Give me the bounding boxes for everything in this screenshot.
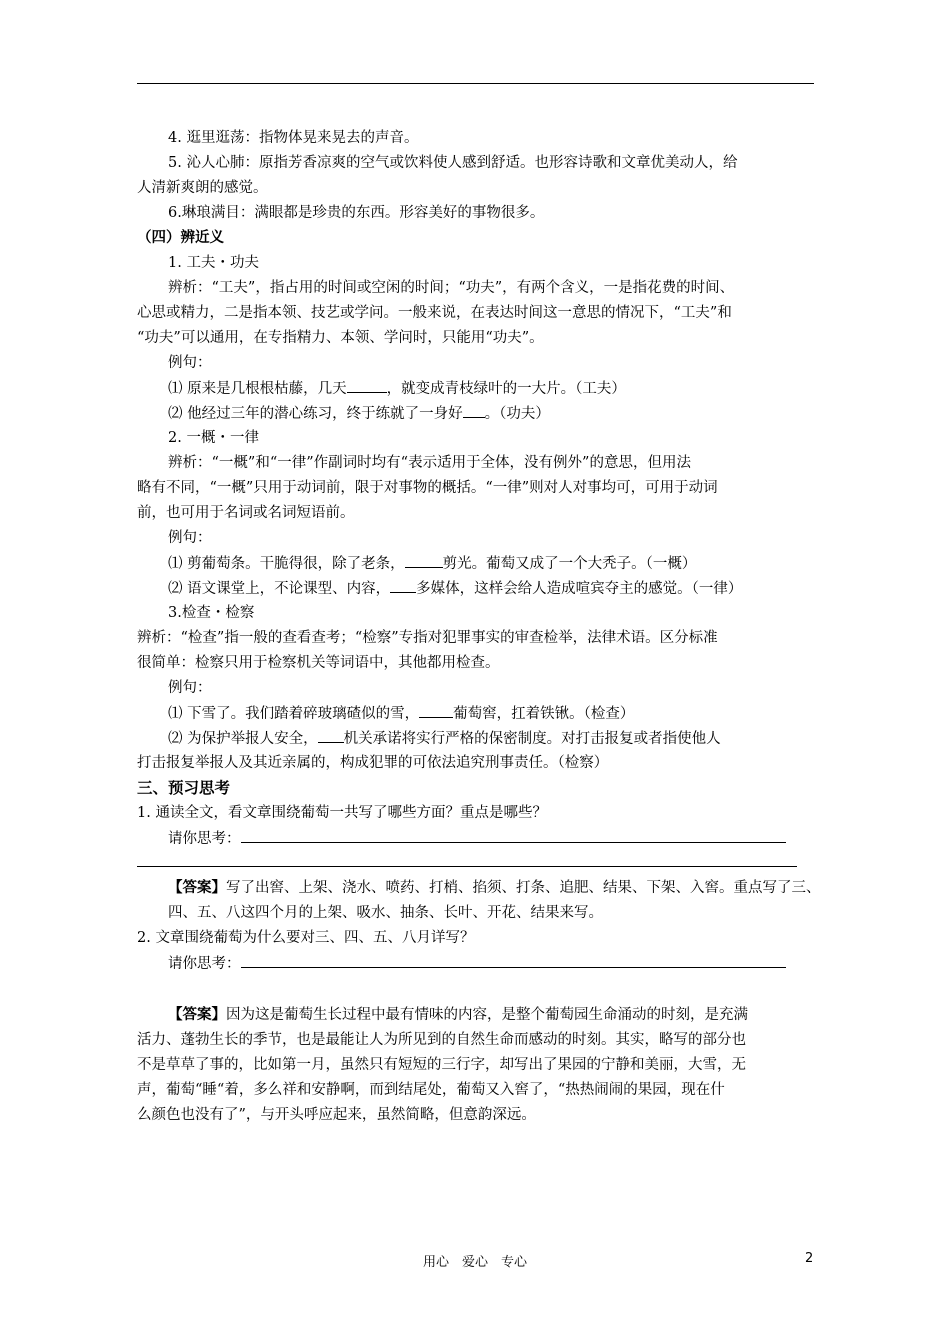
group3-analysis-line1: 辨析：“检查”指一般的查看查考；“检察”专指对犯罪事实的审查检举，法律术语。区分标准: [137, 630, 718, 646]
group1-example-2: ⑵ 他经过三年的潜心练习，终于练就了一身好 。（功夫）: [168, 403, 848, 424]
group3-title: 3.检查・检察: [168, 605, 255, 621]
group2-example-1: ⑴ 剪葡萄条。干脆得很，除了老条， 剪光。葡萄又成了一个大秃子。（一概）: [168, 553, 848, 574]
question-1: 1. 通读全文，看文章围绕葡萄一共写了哪些方面？重点是哪些？: [137, 805, 547, 821]
answer-line: [241, 953, 786, 968]
answer-2-line1: 【答案】因为这是葡萄生长过程中最有情味的内容，是整个葡萄园生命涌动的时刻，是充满: [168, 1006, 748, 1023]
group1-analysis-line3: “功夫”可以通用，在专指精力、本领、学问时，只能用“功夫”。: [137, 330, 544, 346]
answer-2-line4: 声，葡萄“睡“着，多么祥和安静啊，而到结尾处，葡萄又入窖了，“热热闹闹的果园，现在什: [137, 1082, 725, 1098]
vocab-item-4: 4. 逛里逛荡：指物体晃来晃去的声音。: [168, 130, 419, 146]
group3-example-label: 例句：: [168, 680, 212, 696]
question-2: 2. 文章围绕葡萄为什么要对三、四、五、八月详写？: [137, 930, 475, 946]
vocab-item-5-line2: 人清新爽朗的感觉。: [137, 180, 268, 196]
answer-2-line3: 不是草草了事的，比如第一月，虽然只有短短的三行字，却写出了果园的宁静和美丽，大雪，无: [137, 1057, 746, 1073]
answer-2-line2: 活力、蓬勃生长的季节，也是最能让人为所见到的自然生命而感动的时刻。其实，略写的部分也: [137, 1032, 746, 1048]
vocab-item-5-line1: 5. 沁人心肺：原指芳香凉爽的空气或饮料使人感到舒适。也形容诗歌和文章优美动人，给: [168, 155, 738, 171]
fill-blank: [318, 728, 344, 743]
group2-analysis-line3: 前，也可用于名词或名词短语前。: [137, 505, 355, 521]
group3-analysis-line2: 很简单：检察只用于检察机关等词语中，其他都用检查。: [137, 655, 500, 671]
fill-blank: [347, 378, 387, 393]
header-rule: [137, 83, 814, 84]
fill-blank: [463, 403, 485, 418]
section-heading-preview: 三、预习思考: [137, 779, 231, 797]
group1-analysis-line2: 心思或精力，二是指本领、技艺或学问。一般来说，在表达时间这一意思的情况下，“工夫”和: [137, 305, 732, 321]
group1-analysis-line1: 辨析：“工夫”，指占用的时间或空闲的时间；“功夫”，有两个含义，一是指花费的时间、: [168, 280, 735, 296]
answer-rule: [137, 866, 797, 867]
think-prompt-1: 请你思考：: [168, 828, 848, 849]
answer-1-line2: 四、五、八这四个月的上架、吸水、抽条、长叶、开花、结果来写。: [168, 905, 603, 921]
fill-blank: [390, 578, 416, 593]
footer-motto: 用心 爱心 专心: [422, 1255, 527, 1270]
answer-line: [241, 828, 786, 843]
group2-title: 2. 一概・一律: [168, 430, 259, 446]
group1-title: 1. 工夫・功夫: [168, 255, 259, 271]
group2-example-label: 例句：: [168, 530, 212, 546]
group1-example-1: ⑴ 原来是几根根枯藤，几天 ，就变成青枝绿叶的一大片。（工夫）: [168, 378, 848, 399]
group2-example-2: ⑵ 语文课堂上，不论课型、内容， 多媒体，这样会给人造成喧宾夺主的感觉。（一律）: [168, 578, 848, 599]
page-number: 2: [805, 1251, 814, 1266]
group3-example-1: ⑴ 下雪了。我们踏着碎玻璃碴似的雪， 葡萄窖，扛着铁锹。（检查）: [168, 703, 848, 724]
answer-1-line1: 【答案】写了出窖、上架、浇水、喷药、打梢、掐须、打条、追肥、结果、下架、入窖。重点写了三、: [168, 879, 821, 896]
fill-blank: [419, 703, 453, 718]
section-heading-synonyms: （四）辨近义: [137, 230, 224, 246]
group3-example-2: ⑵ 为保护举报人安全， 机关承诺将实行严格的保密制度。对打击报复或者指使他人: [168, 728, 848, 749]
vocab-item-6: 6.琳琅满目：满眼都是珍贵的东西。形容美好的事物很多。: [168, 205, 545, 221]
fill-blank: [405, 553, 443, 568]
group3-example-2-cont: 打击报复举报人及其近亲属的，构成犯罪的可依法追究刑事责任。（检察）: [137, 755, 609, 771]
group1-example-label: 例句：: [168, 355, 212, 371]
group2-analysis-line1: 辨析：“一概”和“一律”作副词时均有“表示适用于全体，没有例外”的意思，但用法: [168, 455, 691, 471]
group2-analysis-line2: 略有不同，“一概”只用于动词前，限于对事物的概括。“一律”则对人对事均可，可用于动词: [137, 480, 718, 496]
think-prompt-2: 请你思考：: [168, 953, 848, 974]
answer-2-line5: 么颜色也没有了”，与开头呼应起来，虽然简略，但意韵深远。: [137, 1107, 536, 1123]
